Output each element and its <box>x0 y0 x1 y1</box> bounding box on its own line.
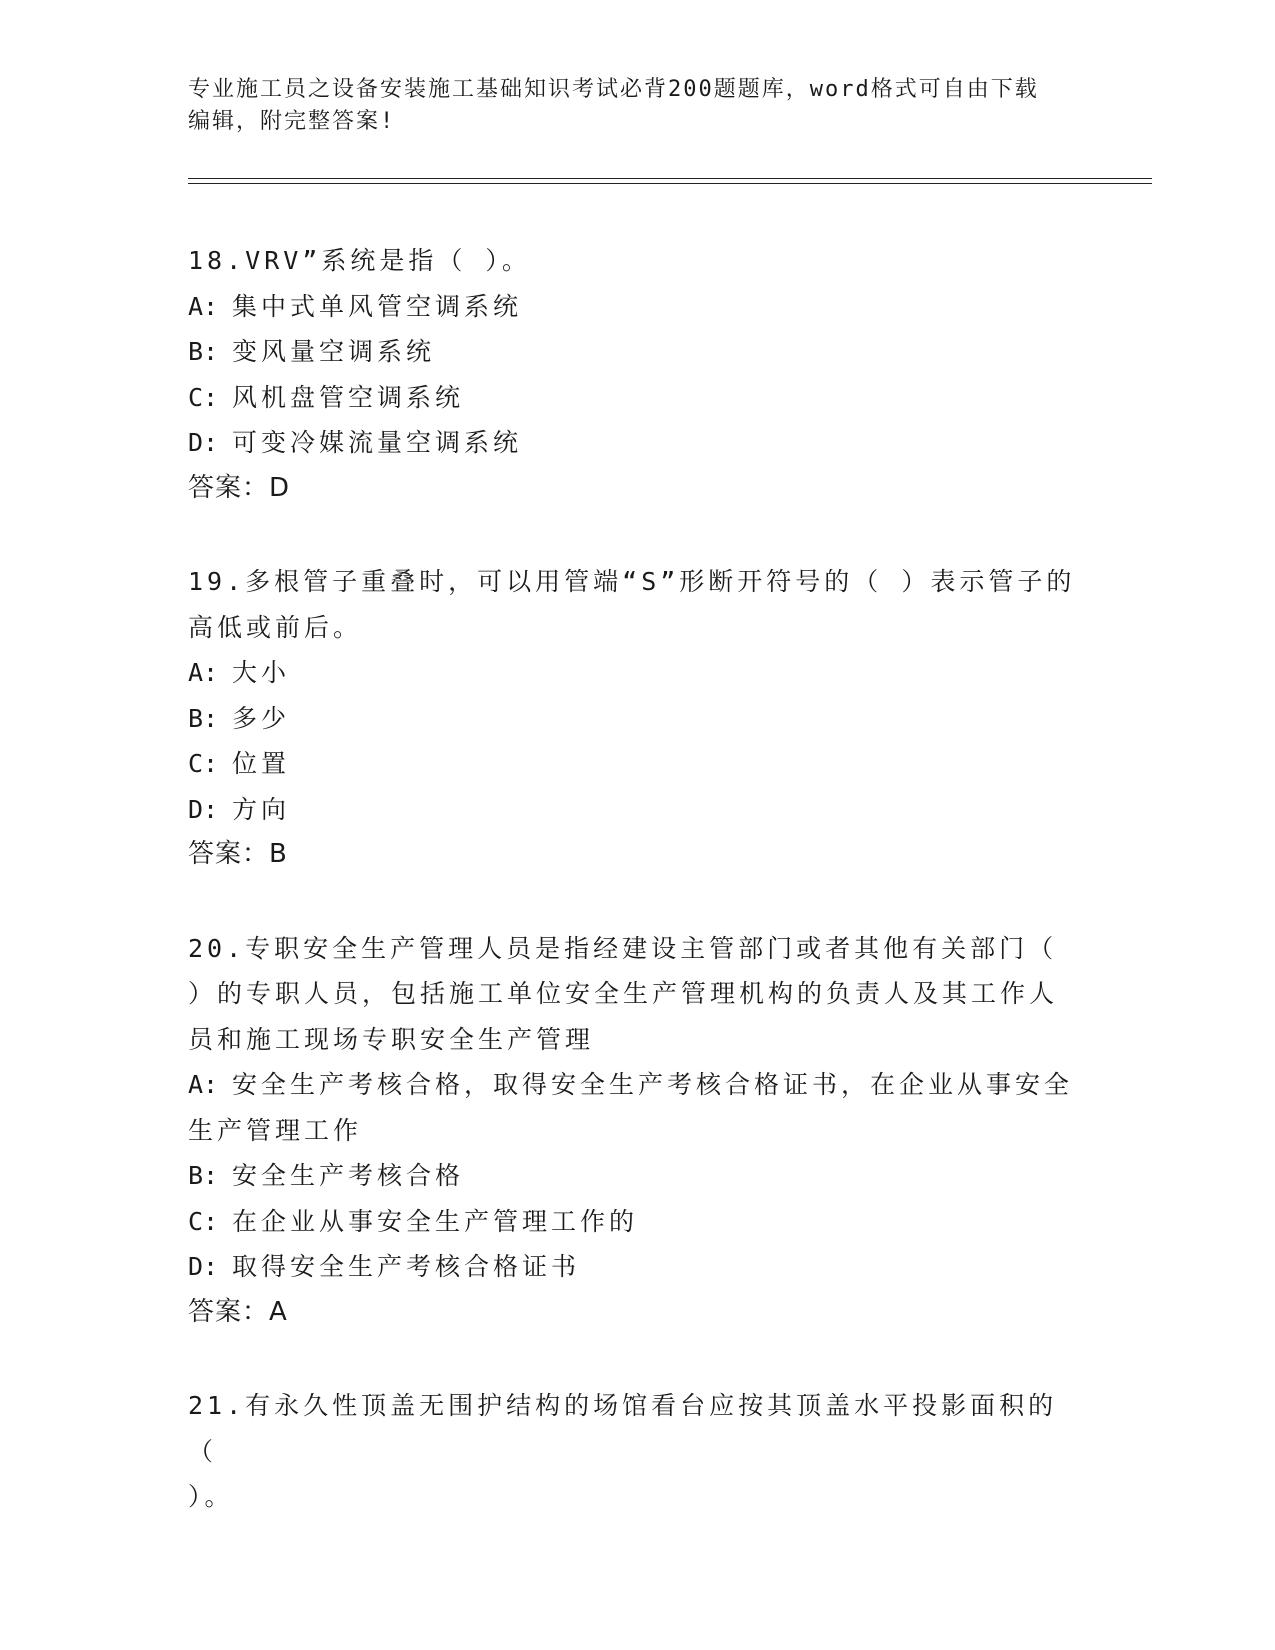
option-text: 生产管理工作 <box>188 1115 363 1145</box>
question-stem-line: 高低或前后。 <box>188 612 363 642</box>
option-key: D: <box>188 794 219 824</box>
option-line <box>188 696 1078 742</box>
option-text: 集中式单风管空调系统 <box>232 291 523 321</box>
option-text: 风机盘管空调系统 <box>232 382 465 412</box>
option-key: D: <box>188 1252 219 1281</box>
option-key: A: <box>188 658 219 687</box>
answer-line: 答案：D <box>188 472 291 503</box>
option-line <box>188 1108 1078 1154</box>
document-header <box>188 74 1088 138</box>
option-key: A: <box>188 1070 219 1099</box>
option-text: 大小 <box>232 658 291 687</box>
option-key: B: <box>188 1161 219 1190</box>
question-block <box>188 926 1078 1336</box>
option-line <box>188 1062 1078 1108</box>
option-line <box>188 420 1078 466</box>
option-key: C: <box>188 1206 219 1236</box>
option-text: 取得安全生产考核合格证书 <box>232 1252 581 1281</box>
question-stem-line: ）的专职人员，包括施工单位安全生产管理机构的负责人及其工作人 <box>188 979 1059 1008</box>
option-line <box>188 787 1078 833</box>
option-key: D: <box>188 428 219 457</box>
answer-line: 答案：B <box>188 839 288 869</box>
option-text: 多少 <box>232 703 291 733</box>
question-stem-line: 21.有永久性顶盖无围护结构的场馆看台应按其顶盖水平投影面积的（ <box>188 1391 1058 1466</box>
header-rule-top <box>188 178 1152 179</box>
option-line <box>188 284 1078 330</box>
header-line-1: 专业施工员之设备安装施工基础知识考试必背200题题库，word格式可自由下载 <box>188 77 1039 102</box>
question-stem-line: 18.VRV”系统是指（ ）。 <box>188 246 531 275</box>
option-key: B: <box>188 337 219 366</box>
question-stem-line: 20.专职安全生产管理人员是指经建设主管部门或者其他有关部门（ <box>188 933 1058 963</box>
option-line <box>188 1244 1078 1290</box>
option-line <box>188 741 1078 787</box>
option-text: 安全生产考核合格 <box>232 1161 465 1190</box>
question-block <box>188 559 1078 878</box>
option-line <box>188 1199 1078 1245</box>
question-stem-line: 19.多根管子重叠时，可以用管端“S”形断开符号的（ ）表示管子的 <box>188 567 1076 596</box>
option-key: C: <box>188 382 219 412</box>
header-line-2: 编辑，附完整答案! <box>188 109 396 134</box>
answer-line: 答案：A <box>188 1296 288 1327</box>
option-text: 在企业从事安全生产管理工作的 <box>232 1206 639 1236</box>
option-text: 位置 <box>232 749 291 778</box>
option-text: 方向 <box>232 794 291 824</box>
question-block <box>188 1383 1078 1520</box>
option-text: 变风量空调系统 <box>232 337 436 366</box>
question-stem-line: ）。 <box>188 1482 234 1511</box>
option-key: C: <box>188 749 219 778</box>
question-list <box>188 238 1078 1568</box>
option-text: 可变冷媒流量空调系统 <box>232 428 523 457</box>
header-rule-bottom <box>188 183 1152 184</box>
option-key: A: <box>188 291 219 321</box>
question-block <box>188 238 1078 511</box>
question-stem-line: 员和施工现场专职安全生产管理 <box>188 1024 595 1054</box>
option-text: 安全生产考核合格，取得安全生产考核合格证书，在企业从事安全 <box>232 1070 1074 1099</box>
option-key: B: <box>188 703 219 733</box>
option-line <box>188 650 1078 696</box>
option-line <box>188 375 1078 421</box>
option-line <box>188 1153 1078 1199</box>
option-line <box>188 329 1078 375</box>
